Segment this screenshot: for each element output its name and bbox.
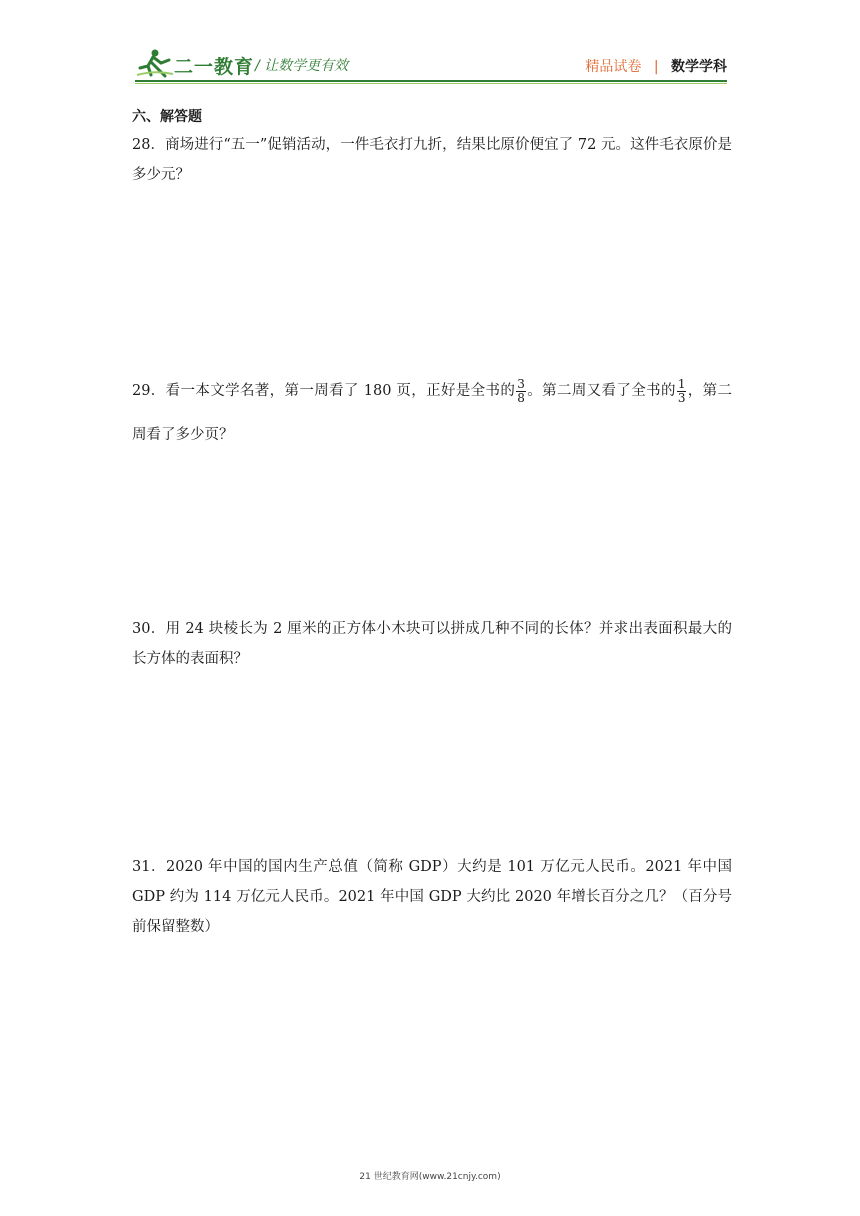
header-rule [135,80,727,82]
question-29-part2: 。第二周又看了全书的 [526,383,676,399]
question-29 [132,369,732,457]
subject-label: 数学学科 [671,59,727,75]
page-footer: 21 世纪教育网(www.21cnjy.com) [359,1172,501,1182]
brand-name: 二一教育 [174,56,255,78]
brand-slogan: / 让数学更有效 [255,58,349,74]
paper-tag: 精品试卷 [585,59,642,75]
question-29-part1: 29．看一本文学名著，第一周看了 180 页，正好是全书的 [132,383,516,399]
header-separator: | [653,59,659,75]
header-right [585,56,727,76]
question-30: 30．用 24 块棱长为 2 厘米的正方体小木块可以拼成几种不同的长体？并求出表面积最大的长方体的表面积？ [132,621,732,667]
fraction-3-8: $\frac{3}{8}$ [517,376,525,405]
header-rule-accent [135,83,727,84]
page-header [0,0,860,92]
section-title: 六、解答题 [132,109,202,125]
fraction-1-3: $\frac{1}{3}$ [677,376,686,405]
question-28: 28．商场进行“五一”促销活动，一件毛衣打九折，结果比原价便宜了 72 元。这件毛衣原价是多少元？ [132,137,732,183]
runner-logo-icon [135,48,175,78]
question-31: 31．2020 年中国的国内生产总值（简称 GDP）大约是 101 万亿元人民币。2021 年中国 GDP 约为 114 万亿元人民币。2021 年中国 GDP 大约比 2020 年增长百分之几？（百分号前保留整数） [132,859,732,935]
question-29-part3: ，第二周看了多少页？ [132,383,733,443]
